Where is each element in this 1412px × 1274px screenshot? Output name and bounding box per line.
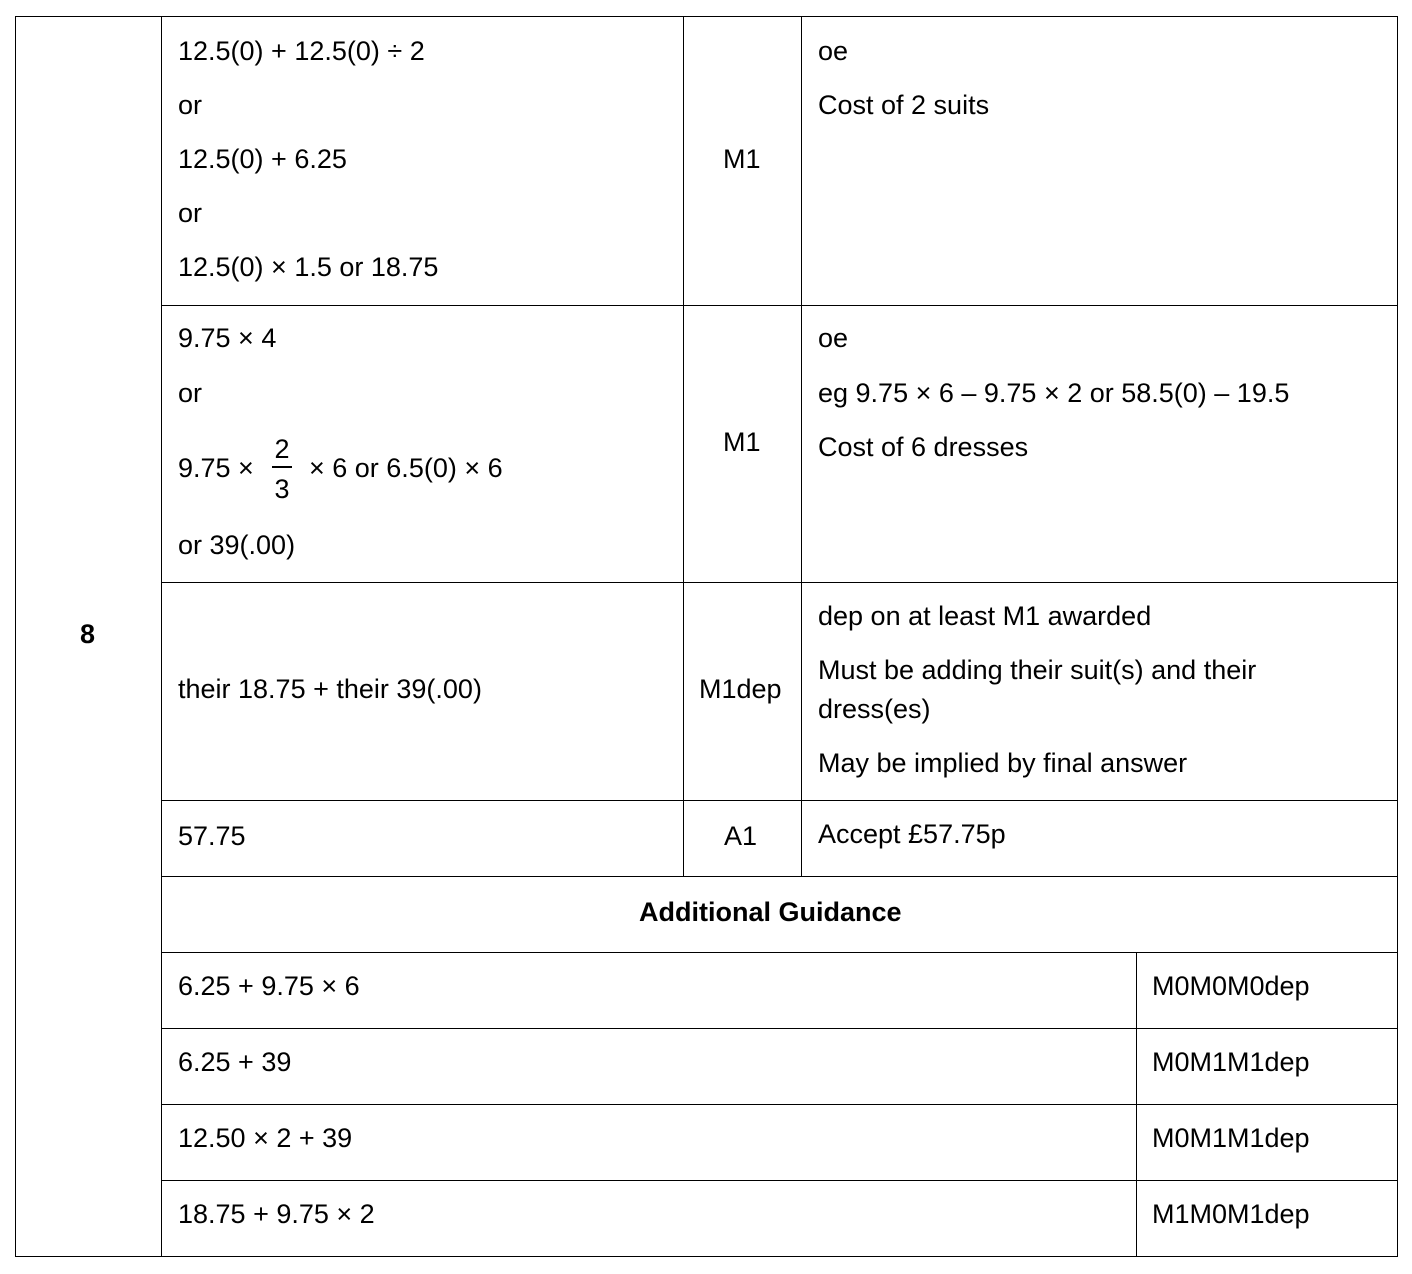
guidance-heading: Additional Guidance [639, 897, 902, 927]
row-divider-5 [161, 952, 1398, 953]
method-line: 12.5(0) + 12.5(0) ÷ 2 [178, 36, 425, 66]
comment-line: Cost of 2 suits [818, 90, 990, 120]
table-border-right [1397, 16, 1398, 1257]
mark-row-4: A1 [724, 821, 758, 851]
row-divider-1 [161, 305, 1398, 306]
row-divider-6 [161, 1028, 1398, 1029]
guidance-marks: M0M0M0dep [1152, 971, 1310, 1001]
comment-line: Cost of 6 dresses [818, 432, 1029, 462]
row-divider-4 [161, 876, 1398, 877]
guidance-working: 6.25 + 9.75 × 6 [178, 971, 360, 1001]
guidance-marks: M1M0M1dep [1152, 1199, 1310, 1229]
mark-row-1: M1 [723, 144, 761, 174]
column-divider-method [683, 16, 684, 877]
method-line: 12.5(0) + 6.25 [178, 144, 347, 174]
guidance-working: 6.25 + 39 [178, 1047, 292, 1077]
comment-line: eg 9.75 × 6 – 9.75 × 2 or 58.5(0) – 19.5 [818, 378, 1290, 408]
method-line: or 39(.00) [178, 530, 296, 560]
method-line: their 18.75 + their 39(.00) [178, 674, 482, 704]
fraction-numerator: 2 [274, 434, 290, 464]
guidance-marks: M0M1M1dep [1152, 1047, 1310, 1077]
column-divider-question [161, 16, 162, 1257]
comment-line: dep on at least M1 awarded [818, 601, 1152, 631]
guidance-marks: M0M1M1dep [1152, 1123, 1310, 1153]
method-line: 12.5(0) × 1.5 or 18.75 [178, 252, 439, 282]
mark-row-3: M1dep [699, 674, 782, 704]
table-border-bottom [15, 1256, 1398, 1257]
comment-line: dress(es) [818, 694, 931, 724]
method-line: or [178, 378, 203, 408]
method-line: 9.75 × [178, 453, 254, 483]
comment-line: oe [818, 323, 849, 353]
comment-line: Accept £57.75p [818, 819, 1006, 849]
column-divider-mark [801, 16, 802, 877]
question-number: 8 [80, 619, 96, 649]
comment-line: May be implied by final answer [818, 748, 1188, 778]
method-line: or [178, 90, 203, 120]
comment-line: oe [818, 36, 849, 66]
method-line: 57.75 [178, 821, 246, 851]
mark-row-2: M1 [723, 427, 761, 457]
table-border-left [15, 16, 16, 1257]
method-line: or [178, 198, 203, 228]
comment-line: Must be adding their suit(s) and their [818, 655, 1257, 685]
fraction-bar [272, 466, 292, 468]
row-divider-2 [161, 582, 1398, 583]
guidance-working: 18.75 + 9.75 × 2 [178, 1199, 375, 1229]
method-line: × 6 or 6.5(0) × 6 [309, 453, 503, 483]
fraction-denominator: 3 [274, 474, 290, 504]
method-line: 9.75 × 4 [178, 323, 277, 353]
row-divider-7 [161, 1104, 1398, 1105]
row-divider-3 [161, 800, 1398, 801]
guidance-working: 12.50 × 2 + 39 [178, 1123, 353, 1153]
row-divider-8 [161, 1180, 1398, 1181]
table-border-top [15, 16, 1398, 17]
